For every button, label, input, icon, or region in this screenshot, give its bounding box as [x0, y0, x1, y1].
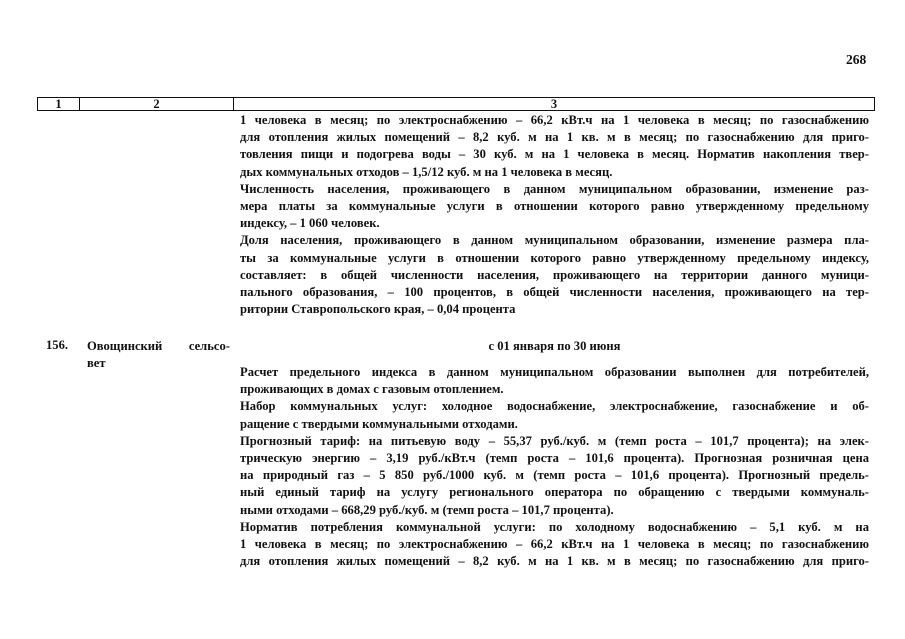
text-line: дых коммунальных отходов – 1,5/12 куб. м на 1 человека в месяц.: [240, 164, 613, 179]
column-header-2: 2: [80, 98, 234, 110]
text-line: Численность населения, проживающего в данном муниципальном образовании, изменение раз-: [240, 181, 869, 196]
text-line: для отопления жилых помещений – 8,2 куб. м на 1 кв. м в месяц; по газоснабжению для приго-: [240, 130, 869, 145]
text-line: ращение с твердыми коммунальными отходами.: [240, 416, 518, 431]
text-line: пального образования, – 100 процентов, в общей численности населения, проживающего на тер-: [240, 285, 869, 300]
text-line: ты за коммунальные услуги в отношении которого равно утвержденному предельному индексу,: [240, 250, 869, 265]
text-line: Расчет предельного индекса в данном муниципальном образовании выполнен для потребителей,: [240, 365, 869, 379]
column-header-1: 1: [38, 98, 80, 110]
column-header-3: 3: [550, 97, 558, 111]
text-line: трическую энергию – 3,19 руб./кВт.ч (темп роста – 101,6 процента). Прогнозная розничная цена: [240, 451, 869, 466]
text-line: Доля населения, проживающего в данном муниципальном образовании, изменение размера пла-: [240, 233, 869, 248]
text-line: 1 человека в месяц; по электроснабжению – 66,2 кВт.ч на 1 человека в месяц; по газоснабжению: [240, 537, 869, 552]
continuation-text: [240, 112, 869, 318]
column-header-row: [37, 97, 875, 111]
text-line: ный единый тариф на услугу регионального оператора по обращению с твердыми коммуналь-: [240, 485, 869, 500]
text-line: мера платы за коммунальные услуги в отношении которого равно утвержденному предельному: [240, 199, 869, 214]
text-line: ными отходами – 668,29 руб./куб. м (темп роста – 101,7 процента).: [240, 502, 614, 517]
entry-period: с 01 января по 30 июня: [488, 339, 621, 353]
text-line: Норматив потребления коммунальной услуги: по холодному водоснабжению – 5,1 куб. м на: [240, 519, 869, 534]
entry-name-line: Овощинский сельсо-: [87, 339, 230, 353]
entry-number: 156.: [46, 338, 69, 352]
text-line: индексу, – 1 060 человек.: [240, 216, 380, 231]
text-line: ритории Ставропольского края, – 0,04 процента: [240, 302, 516, 317]
text-line: составляет: в общей численности населения, проживающего на территории данного муници-: [240, 267, 869, 282]
text-line: товления пищи и подогрева воды – 30 куб. м на 1 человека в месяц. Норматив накопления твер-: [240, 147, 869, 162]
text-line: на природный газ – 5 850 руб./1000 куб. м (темп роста – 101,6 процента). Прогнозный предель-: [240, 468, 869, 483]
entry-name-line: вет: [87, 356, 106, 370]
text-line: Прогнозный тариф: на питьевую воду – 55,37 руб./куб. м (темп роста – 101,7 процента); на элек-: [240, 433, 869, 448]
page-number: 268: [846, 52, 867, 67]
text-line: проживающих в домах с газовым отоплением.: [240, 382, 504, 397]
text-line: для отопления жилых помещений – 8,2 куб. м на 1 кв. м в месяц; по газоснабжению для приго-: [240, 554, 869, 569]
text-line: Набор коммунальных услуг: холодное водоснабжение, электроснабжение, газоснабжение и об-: [240, 399, 869, 414]
entry-text: [240, 364, 869, 570]
entry-name: [87, 338, 230, 372]
text-line: 1 человека в месяц; по электроснабжению – 66,2 кВт.ч на 1 человека в месяц; по газоснабжению: [240, 113, 869, 127]
